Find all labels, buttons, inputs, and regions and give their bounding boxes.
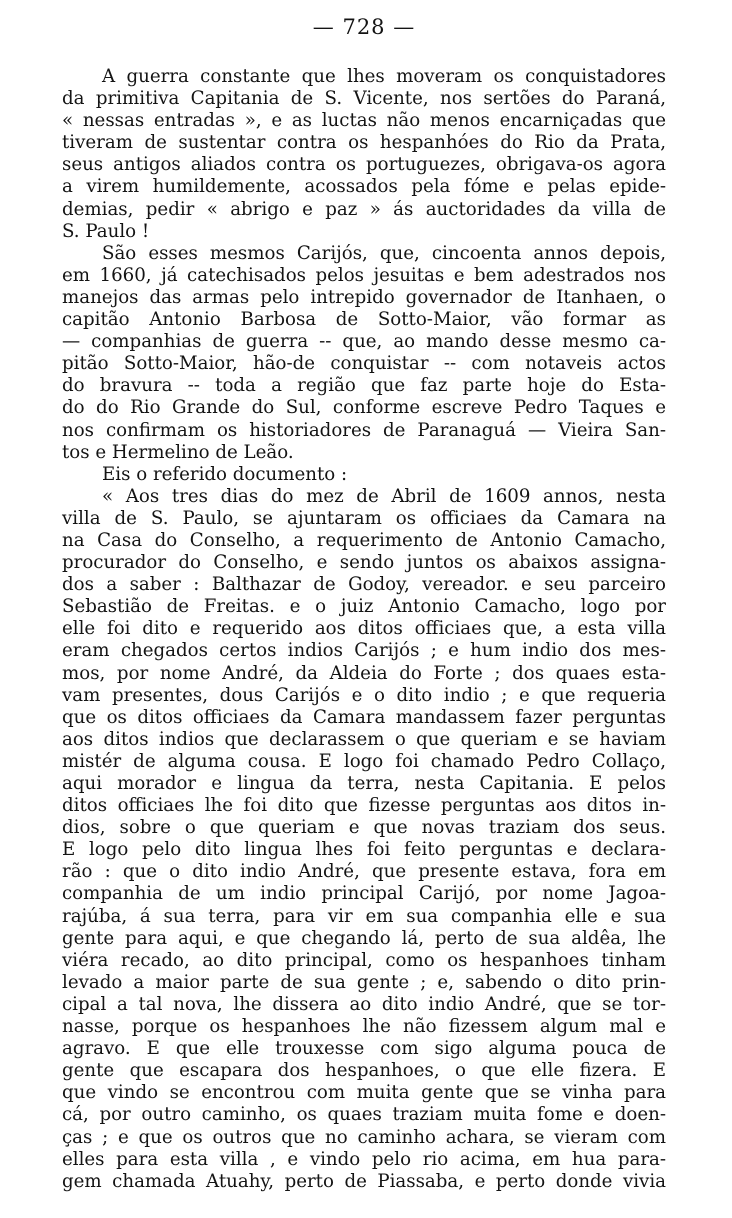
text-line: São esses mesmos Carijós, que, cincoenta annos depois, xyxy=(102,242,666,264)
text-line: mos, por nome André, da Aldeia do Forte ; dos quaes esta- xyxy=(62,662,666,684)
text-line: dos a saber : Balthazar de Godoy, vereador. e seu parceiro xyxy=(62,574,666,596)
text-line: que os ditos officiaes da Camara mandassem fazer perguntas xyxy=(62,706,666,728)
text-line: cá, por outro caminho, os quaes traziam muita fome e doen- xyxy=(62,1104,666,1126)
text-line: levado a maior parte de sua gente ; e, sabendo o dito prin- xyxy=(62,971,666,993)
text-line: — companhias de guerra -- que, ao mando desse mesmo ca- xyxy=(62,331,666,353)
text-line: ças ; e que os outros que no caminho achara, se vieram com xyxy=(62,1126,666,1148)
text-line: Eis o referido documento : xyxy=(102,463,348,485)
text-line: dios, sobre o que queriam e que novas traziam dos seus. xyxy=(62,817,666,839)
text-line: elles para esta villa , e vindo pelo rio acima, em hua para- xyxy=(62,1148,666,1170)
document-page xyxy=(62,10,666,1193)
text-line: mistér de alguma cousa. E logo foi chamado Pedro Collaço, xyxy=(62,750,666,772)
text-line: da primitiva Capitania de S. Vicente, nos sertões do Paraná, xyxy=(62,88,666,110)
text-line: manejos das armas pelo intrepido governador de Itanhaen, o xyxy=(62,286,666,308)
text-line: ditos officiaes lhe foi dito que fizesse perguntas aos ditos in- xyxy=(62,795,666,817)
text-line: vam presentes, dous Carijós e o dito indio ; e que requeria xyxy=(62,684,666,706)
text-line: capitão Antonio Barbosa de Sotto-Maior, vão formar as xyxy=(62,309,666,331)
text-line: elle foi dito e requerido aos ditos officiaes que, a esta villa xyxy=(62,618,666,640)
text-line: viéra recado, ao dito principal, como os hespanhoes tinham xyxy=(62,949,666,971)
text-line: em 1660, já catechisados pelos jesuitas e bem adestrados nos xyxy=(62,264,666,286)
text-line: procurador do Conselho, e sendo juntos os abaixos assigna- xyxy=(62,552,666,574)
text-line: « Aos tres dias do mez de Abril de 1609 annos, nesta xyxy=(102,485,666,507)
text-line: tiveram de sustentar contra os hespanhóes do Rio da Prata, xyxy=(62,132,666,154)
text-line: a virem humildemente, acossados pela fóme e pelas epide- xyxy=(62,176,666,198)
text-line: nasse, porque os hespanhoes lhe não fizessem algum mal e xyxy=(62,1016,666,1038)
text-line: companhia de um indio principal Carijó, por nome Jagoa- xyxy=(62,883,666,905)
text-line: villa de S. Paulo, se ajuntaram os officiaes da Camara na xyxy=(62,507,666,529)
page-number: — 728 — xyxy=(312,15,416,39)
text-line: do do Rio Grande do Sul, conforme escreve Pedro Taques e xyxy=(62,397,666,419)
text-line: « nessas entradas », e as luctas não menos encarniçadas que xyxy=(62,110,666,132)
text-line: gente que escapara dos hespanhoes, o que elle fizera. E xyxy=(62,1060,666,1082)
text-line: tos e Hermelino de Leão. xyxy=(62,441,294,463)
text-line: nos confirmam os historiadores de Paranaguá — Vieira San- xyxy=(62,419,666,441)
text-line: do bravura -- toda a região que faz parte hoje do Esta- xyxy=(62,375,666,397)
text-line: na Casa do Conselho, a requerimento de Antonio Camacho, xyxy=(62,529,666,551)
text-line: cipal a tal nova, lhe dissera ao dito indio André, que se tor- xyxy=(62,993,666,1015)
text-line: S. Paulo ! xyxy=(62,220,150,242)
text-line: aqui morador e lingua da terra, nesta Capitania. E pelos xyxy=(62,773,666,794)
text-line: gem chamada Atuahy, perto de Piassaba, e perto donde vivia xyxy=(62,1170,666,1192)
text-line: gente para aqui, e que chegando lá, perto de sua aldêa, lhe xyxy=(62,927,666,949)
text-line: E logo pelo dito lingua lhes foi feito perguntas e declara- xyxy=(62,839,666,861)
text-line: demias, pedir « abrigo e paz » ás auctoridades da villa de xyxy=(62,198,666,220)
text-line: pitão Sotto-Maior, hão-de conquistar -- com notaveis actos xyxy=(62,353,666,375)
text-line: A guerra constante que lhes moveram os conquistadores xyxy=(102,66,666,87)
text-line: agravo. E que elle trouxesse com sigo alguma pouca de xyxy=(62,1038,666,1060)
text-line: seus antigos aliados contra os portuguezes, obrigava-os agora xyxy=(62,154,666,176)
text-line: que vindo se encontrou com muita gente que se vinha para xyxy=(62,1082,666,1104)
text-line: eram chegados certos indios Carijós ; e hum indio dos mes- xyxy=(62,640,666,662)
text-line: Sebastião de Freitas. e o juiz Antonio Camacho, logo por xyxy=(62,596,666,618)
text-line: rão : que o dito indio André, que presente estava, fora em xyxy=(62,861,666,883)
text-line: aos ditos indios que declarassem o que queriam e se haviam xyxy=(62,728,666,750)
body-text xyxy=(62,66,666,1193)
text-line: rajúba, á sua terra, para vir em sua companhia elle e sua xyxy=(62,905,666,927)
